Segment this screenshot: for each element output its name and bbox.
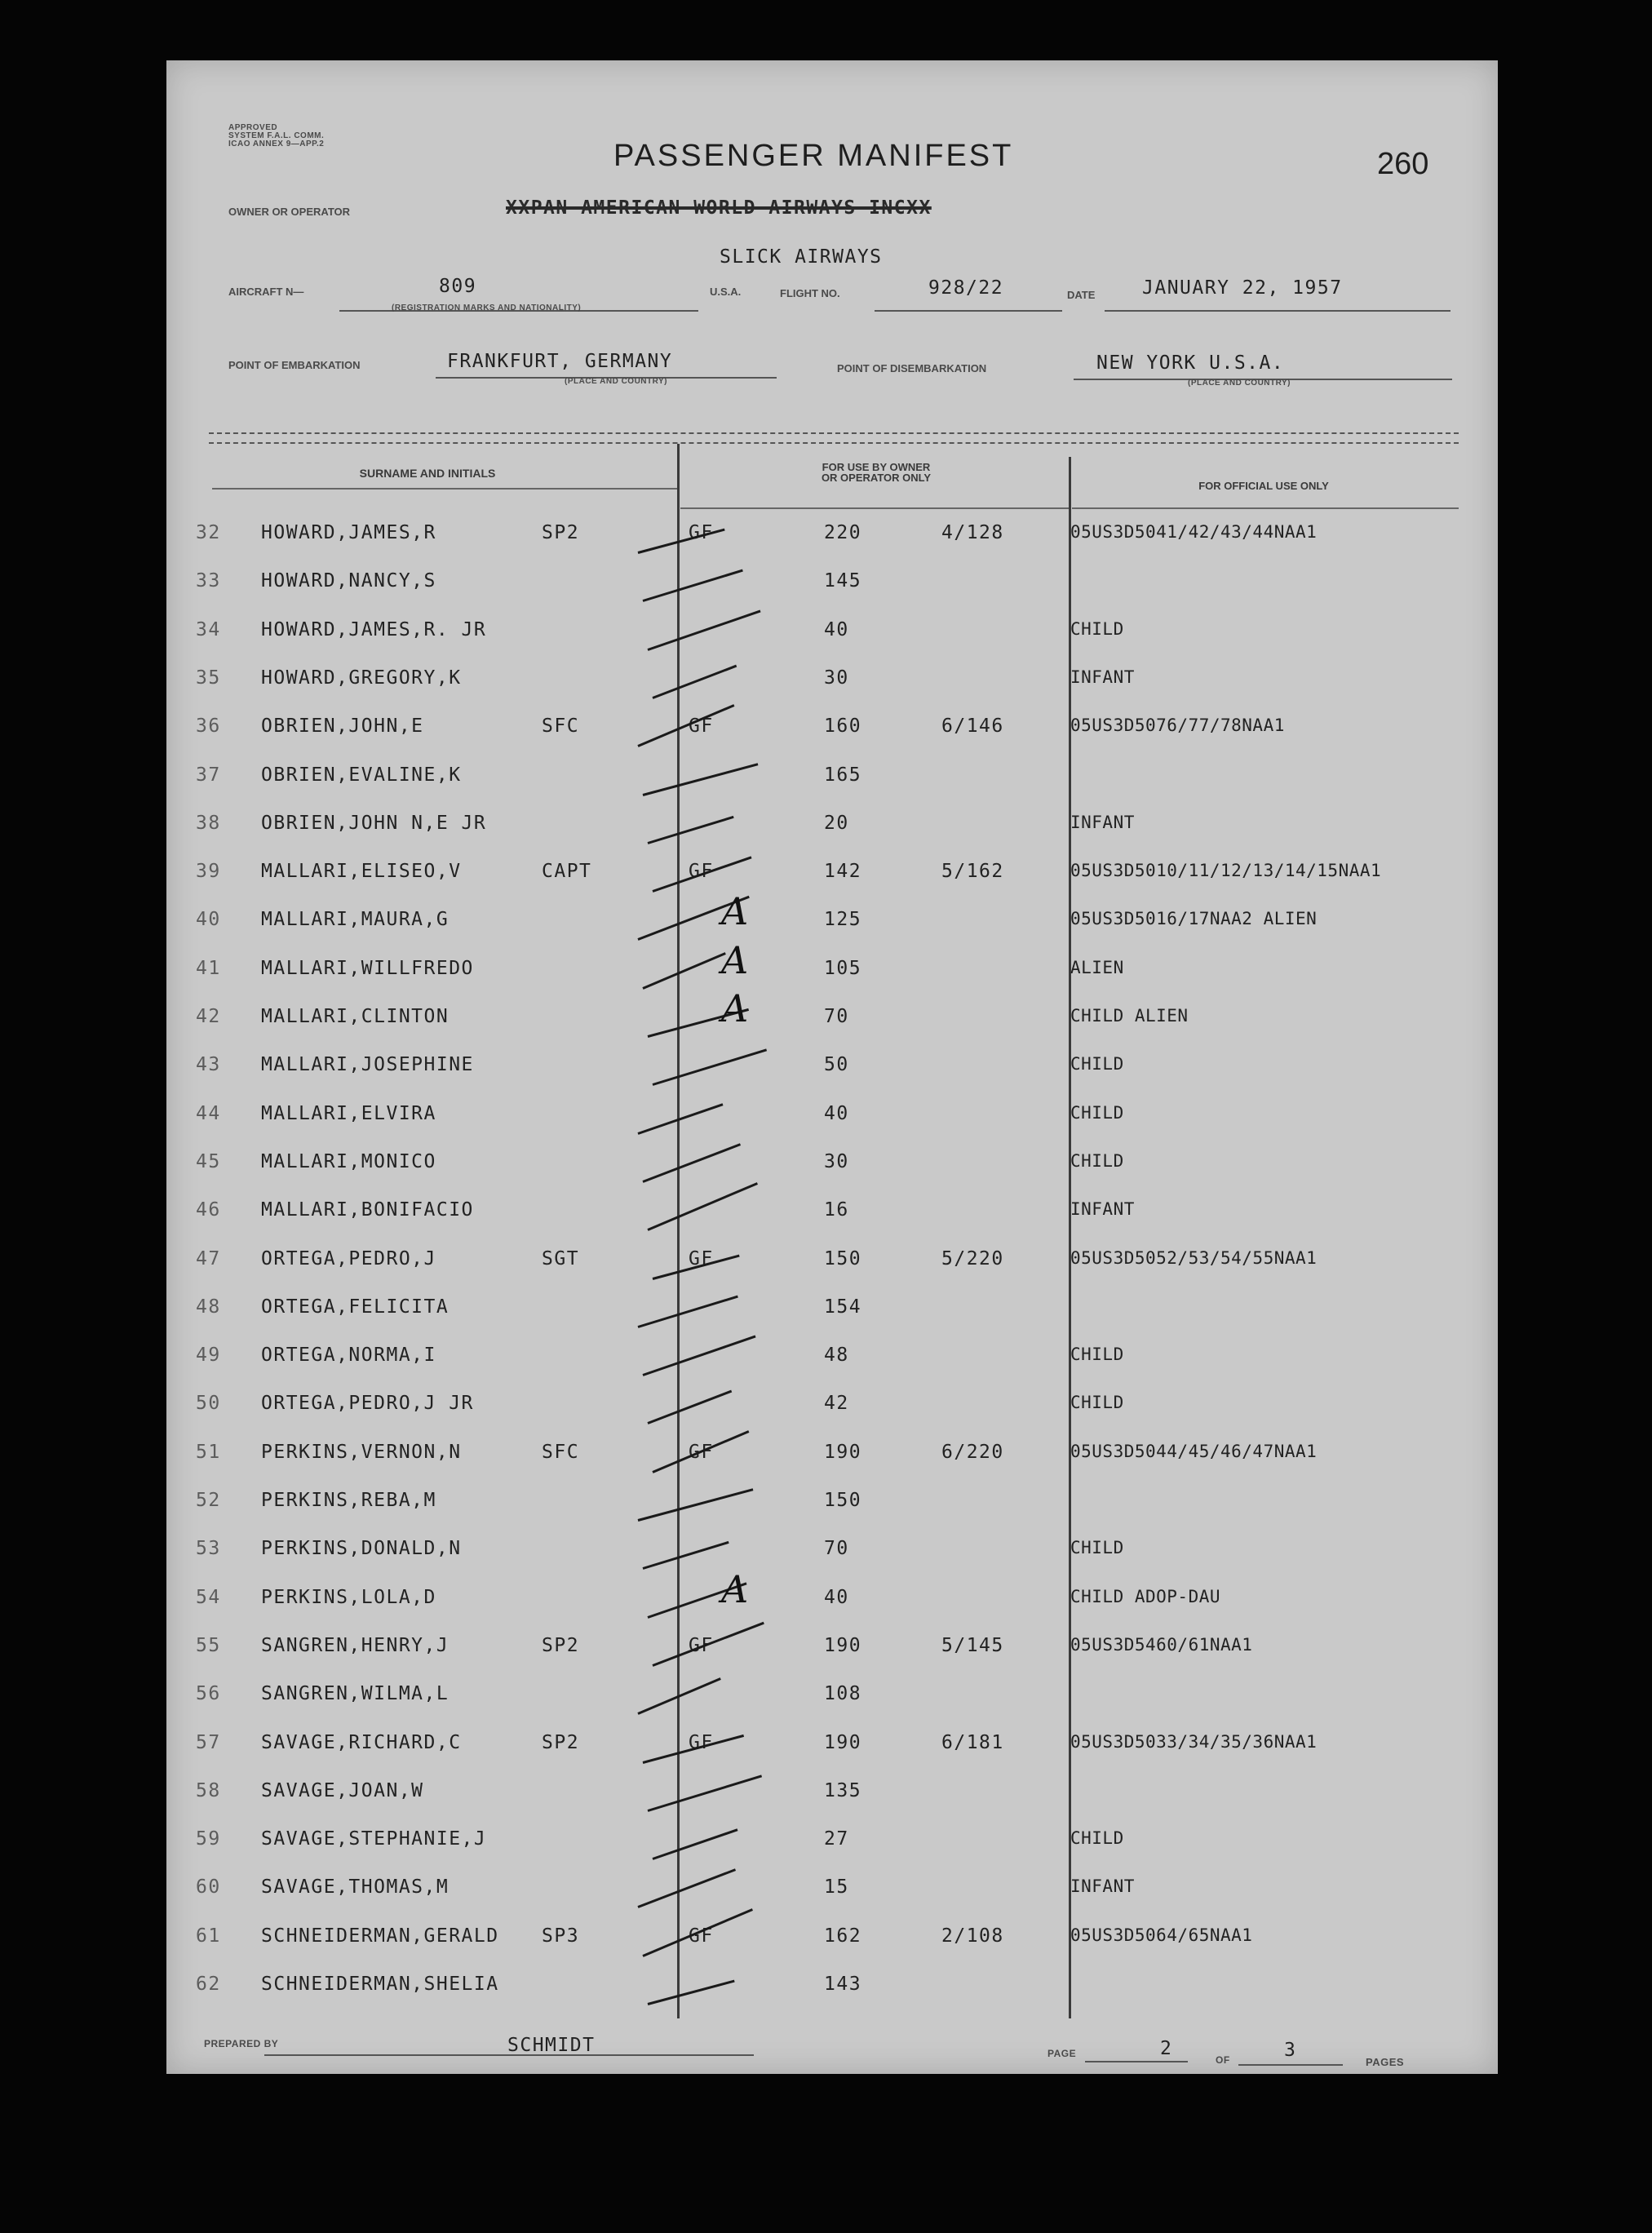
row-number: 54 [196,1586,221,1608]
passenger-name: MALLARI,CLINTON [261,1006,450,1027]
official-notation: CHILD [1070,1150,1124,1171]
passenger-name: OBRIEN,JOHN N,E JR [261,812,487,834]
official-notation: CHILD ALIEN [1070,1006,1189,1026]
prepared-label: PREPARED BY [204,2038,279,2049]
handwritten-letter: A [721,986,749,1030]
check-mark [648,816,734,844]
row-number: 50 [196,1393,221,1415]
pages-label: PAGES [1366,2056,1405,2068]
passenger-weight: 16 [824,1199,849,1221]
passenger-weight: 50 [824,1054,849,1076]
owner-value: SLICK AIRWAYS [720,246,883,268]
passenger-weight: 15 [824,1876,849,1898]
manifest-sheet [166,60,1498,2074]
column-header-surname: SURNAME AND INITIALS [359,467,496,480]
operator-code: GF [689,1731,714,1753]
passenger-rank: SFC [542,716,580,738]
row-number: 42 [196,1006,221,1027]
official-notation: CHILD [1070,1102,1124,1123]
disembarkation-label: POINT OF DISEMBARKATION [837,362,987,374]
baggage-count: 6/146 [941,716,1004,738]
row-number: 40 [196,909,221,931]
official-notation: CHILD [1070,1538,1124,1558]
official-notation: 05US3D5041/42/43/44NAA1 [1070,522,1318,542]
table-row [166,1296,1498,1337]
table-row [166,1345,1498,1385]
check-mark [637,1869,736,1909]
passenger-weight: 108 [824,1683,862,1705]
column-header-owner: FOR USE BY OWNER OR OPERATOR ONLY [821,461,932,484]
passenger-weight: 142 [824,861,862,883]
table-row [166,764,1498,805]
passenger-name: MALLARI,ELVIRA [261,1102,436,1124]
flight-label: FLIGHT NO. [780,287,840,299]
check-mark [638,1295,738,1327]
table-row [166,889,1498,950]
check-mark [652,1430,749,1473]
row-number: 47 [196,1247,221,1269]
passenger-weight: 165 [824,764,862,786]
passenger-weight: 220 [824,522,862,543]
date-value: JANUARY 22, 1957 [1142,277,1343,299]
official-notation: CHILD [1070,1393,1124,1413]
baggage-count: 6/220 [941,1441,1004,1463]
table-row [166,937,1498,999]
row-number: 48 [196,1296,221,1318]
row-number: 32 [196,522,221,543]
table-row [166,1490,1498,1531]
operator-code: GF [689,1441,714,1463]
passenger-rank: SFC [542,1441,580,1463]
aircraft-label: AIRCRAFT N— [228,286,304,298]
official-notation: CHILD [1070,1345,1124,1365]
passenger-name: SAVAGE,STEPHANIE,J [261,1828,487,1850]
check-mark [643,1541,729,1570]
baggage-count: 4/128 [941,522,1004,543]
check-mark [643,1336,756,1376]
passenger-name: HOWARD,JAMES,R [261,522,436,543]
aircraft-sublabel: (REGISTRATION MARKS AND NATIONALITY) [392,303,582,312]
owner-struck: XXPAN-AMERICAN-WORLD-AIRWAYS-INCXX [506,197,932,219]
check-mark [642,1143,741,1183]
table-row [166,1566,1498,1628]
passenger-name: ORTEGA,PEDRO,J JR [261,1393,474,1415]
official-notation: INFANT [1070,812,1135,832]
row-number: 38 [196,812,221,834]
flight-value: 928/22 [928,277,1004,299]
passenger-name: ORTEGA,FELICITA [261,1296,450,1318]
row-number: 34 [196,618,221,640]
passenger-name: ORTEGA,NORMA,I [261,1345,436,1367]
row-number: 49 [196,1345,221,1367]
passenger-name: MALLARI,BONIFACIO [261,1199,474,1221]
passenger-name: ORTEGA,PEDRO,J [261,1247,436,1269]
table-row [166,1199,1498,1240]
table-row [166,1974,1498,2014]
operator-code: GF [689,1634,714,1656]
disembarkation-sublabel: (PLACE AND COUNTRY) [1188,379,1291,388]
table-row [166,716,1498,756]
table-row [166,1732,1498,1773]
official-notation: CHILD [1070,618,1124,639]
row-number: 62 [196,1974,221,1995]
passenger-weight: 190 [824,1441,862,1463]
official-notation: 05US3D5064/65NAA1 [1070,1925,1253,1945]
passenger-weight: 40 [824,1586,849,1608]
passenger-rank: SP3 [542,1925,580,1947]
table-row [166,1876,1498,1917]
passenger-weight: 145 [824,570,862,592]
row-number: 59 [196,1828,221,1850]
official-notation: INFANT [1070,1876,1135,1897]
check-mark [643,763,759,796]
passenger-name: SCHNEIDERMAN,SHELIA [261,1974,499,1995]
passenger-weight: 48 [824,1345,849,1367]
page-value: 2 [1160,2038,1173,2059]
of-label: OF [1216,2054,1230,2066]
row-number: 33 [196,570,221,592]
passenger-rank: SP2 [542,1731,580,1753]
operator-code: GF [689,522,714,543]
row-number: 58 [196,1779,221,1801]
passenger-name: SANGREN,WILMA,L [261,1683,450,1705]
baggage-count: 6/181 [941,1731,1004,1753]
handwritten-letter: A [721,937,749,982]
passenger-name: SAVAGE,RICHARD,C [261,1731,462,1753]
passenger-name: OBRIEN,JOHN,E [261,716,424,738]
passenger-name: HOWARD,GREGORY,K [261,667,462,689]
aircraft-value: 809 [439,276,477,297]
official-notation: 05US3D5460/61NAA1 [1070,1634,1253,1655]
prepared-value: SCHMIDT [507,2035,596,2056]
row-number: 46 [196,1199,221,1221]
passenger-name: PERKINS,REBA,M [261,1490,436,1511]
embarkation-value: FRANKFURT, GERMANY [447,351,673,372]
official-notation: 05US3D5010/11/12/13/14/15NAA1 [1070,861,1382,881]
row-number: 61 [196,1925,221,1947]
operator-code: GF [689,1925,714,1947]
passenger-weight: 150 [824,1490,862,1511]
passenger-name: OBRIEN,EVALINE,K [261,764,462,786]
handwritten-letter: A [721,889,749,934]
check-mark [652,665,737,699]
row-number: 45 [196,1150,221,1172]
row-number: 43 [196,1054,221,1076]
passenger-weight: 30 [824,1150,849,1172]
passenger-weight: 70 [824,1538,849,1560]
operator-code: GF [689,716,714,738]
passenger-name: SAVAGE,THOMAS,M [261,1876,450,1898]
table-row [166,1538,1498,1579]
baggage-count: 2/108 [941,1925,1004,1947]
row-number: 35 [196,667,221,689]
table-row [166,861,1498,902]
passenger-weight: 27 [824,1828,849,1850]
row-number: 52 [196,1490,221,1511]
official-notation: INFANT [1070,1199,1135,1220]
page-title: PASSENGER MANIFEST [613,139,1014,173]
check-mark [648,609,761,650]
page-stamp-number: 260 [1377,147,1429,181]
passenger-rank: SP2 [542,1634,580,1656]
passenger-name: MALLARI,MONICO [261,1150,436,1172]
page-label: PAGE [1047,2048,1077,2059]
passenger-name: PERKINS,DONALD,N [261,1538,462,1560]
check-mark [653,1828,738,1860]
passenger-name: SANGREN,HENRY,J [261,1634,450,1656]
passenger-rank: SP2 [542,522,580,543]
passenger-weight: 150 [824,1247,862,1269]
passenger-weight: 125 [824,909,862,931]
official-notation: 05US3D5033/34/35/36NAA1 [1070,1731,1318,1752]
table-row [166,1780,1498,1821]
official-notation: CHILD [1070,1054,1124,1074]
table-row [166,1054,1498,1095]
table-row [166,1635,1498,1676]
handwritten-letter: A [721,1566,749,1611]
official-notation: CHILD [1070,1828,1124,1849]
row-number: 36 [196,716,221,738]
row-number: 55 [196,1634,221,1656]
passenger-weight: 40 [824,618,849,640]
check-mark [637,1677,720,1715]
check-mark [643,569,743,602]
passenger-name: MALLARI,ELISEO,V [261,861,462,883]
row-number: 56 [196,1683,221,1705]
check-mark [648,1774,762,1812]
date-label: DATE [1067,289,1096,301]
baggage-count: 5/162 [941,861,1004,883]
official-notation: 05US3D5052/53/54/55NAA1 [1070,1247,1318,1268]
table-row [166,813,1498,853]
row-number: 57 [196,1731,221,1753]
disembarkation-value: NEW YORK U.S.A. [1096,352,1285,374]
passenger-weight: 162 [824,1925,862,1947]
passenger-weight: 190 [824,1634,862,1656]
passenger-name: MALLARI,JOSEPHINE [261,1054,474,1076]
table-row [166,1151,1498,1192]
table-row [166,1103,1498,1144]
check-mark [637,704,734,747]
check-mark [648,1980,735,2005]
table-row [166,1925,1498,1966]
table-row [166,1393,1498,1433]
official-notation: 05US3D5076/77/78NAA1 [1070,716,1285,736]
passenger-weight: 135 [824,1779,862,1801]
passenger-weight: 160 [824,716,862,738]
table-row [166,1828,1498,1869]
passenger-rank: SGT [542,1247,580,1269]
table-row [166,1683,1498,1724]
official-notation: ALIEN [1070,957,1124,977]
passenger-rank: CAPT [542,861,592,883]
passenger-name: SCHNEIDERMAN,GERALD [261,1925,499,1947]
passenger-weight: 30 [824,667,849,689]
table-row [166,570,1498,611]
owner-label: OWNER OR OPERATOR [228,206,351,218]
passenger-name: PERKINS,LOLA,D [261,1586,436,1608]
baggage-count: 5/145 [941,1634,1004,1656]
row-number: 39 [196,861,221,883]
usa-label: U.S.A. [710,286,742,298]
passenger-weight: 40 [824,1102,849,1124]
check-mark [647,1390,732,1424]
check-mark [642,952,725,990]
check-mark [638,1103,724,1135]
column-header-official: FOR OFFICIAL USE ONLY [1198,480,1329,492]
baggage-count: 5/220 [941,1247,1004,1269]
check-mark [652,1622,764,1667]
table-row [166,986,1498,1047]
table-row [166,1248,1498,1289]
table-row [166,619,1498,660]
of-value: 3 [1284,2040,1297,2061]
row-number: 60 [196,1876,221,1898]
passenger-weight: 190 [824,1731,862,1753]
passenger-name: MALLARI,MAURA,G [261,909,450,931]
passenger-weight: 20 [824,812,849,834]
passenger-name: HOWARD,JAMES,R. JR [261,618,487,640]
passenger-name: HOWARD,NANCY,S [261,570,436,592]
row-number: 44 [196,1102,221,1124]
operator-code: GF [689,861,714,883]
row-number: 37 [196,764,221,786]
approval-stamp: APPROVED SYSTEM F.A.L. COMM. ICAO ANNEX 9—APP.2 [228,123,325,148]
passenger-weight: 143 [824,1974,862,1995]
row-number: 41 [196,957,221,979]
row-number: 53 [196,1538,221,1560]
passenger-name: PERKINS,VERNON,N [261,1441,462,1463]
official-notation: INFANT [1070,667,1135,687]
operator-code: GF [689,1247,714,1269]
official-notation: 05US3D5044/45/46/47NAA1 [1070,1441,1318,1461]
passenger-name: MALLARI,WILLFREDO [261,957,474,979]
embarkation-label: POINT OF EMBARKATION [228,359,361,371]
table-row [166,522,1498,563]
official-notation: CHILD ADOP-DAU [1070,1586,1221,1606]
table-row [166,1442,1498,1482]
passenger-weight: 105 [824,957,862,979]
passenger-weight: 70 [824,1006,849,1027]
passenger-weight: 154 [824,1296,862,1318]
passenger-name: SAVAGE,JOAN,W [261,1779,424,1801]
check-mark [638,1488,754,1522]
official-notation: 05US3D5016/17NAA2 ALIEN [1070,909,1318,929]
embarkation-sublabel: (PLACE AND COUNTRY) [565,377,667,386]
table-row [166,667,1498,708]
check-mark [653,1049,767,1087]
passenger-weight: 42 [824,1393,849,1415]
row-number: 51 [196,1441,221,1463]
